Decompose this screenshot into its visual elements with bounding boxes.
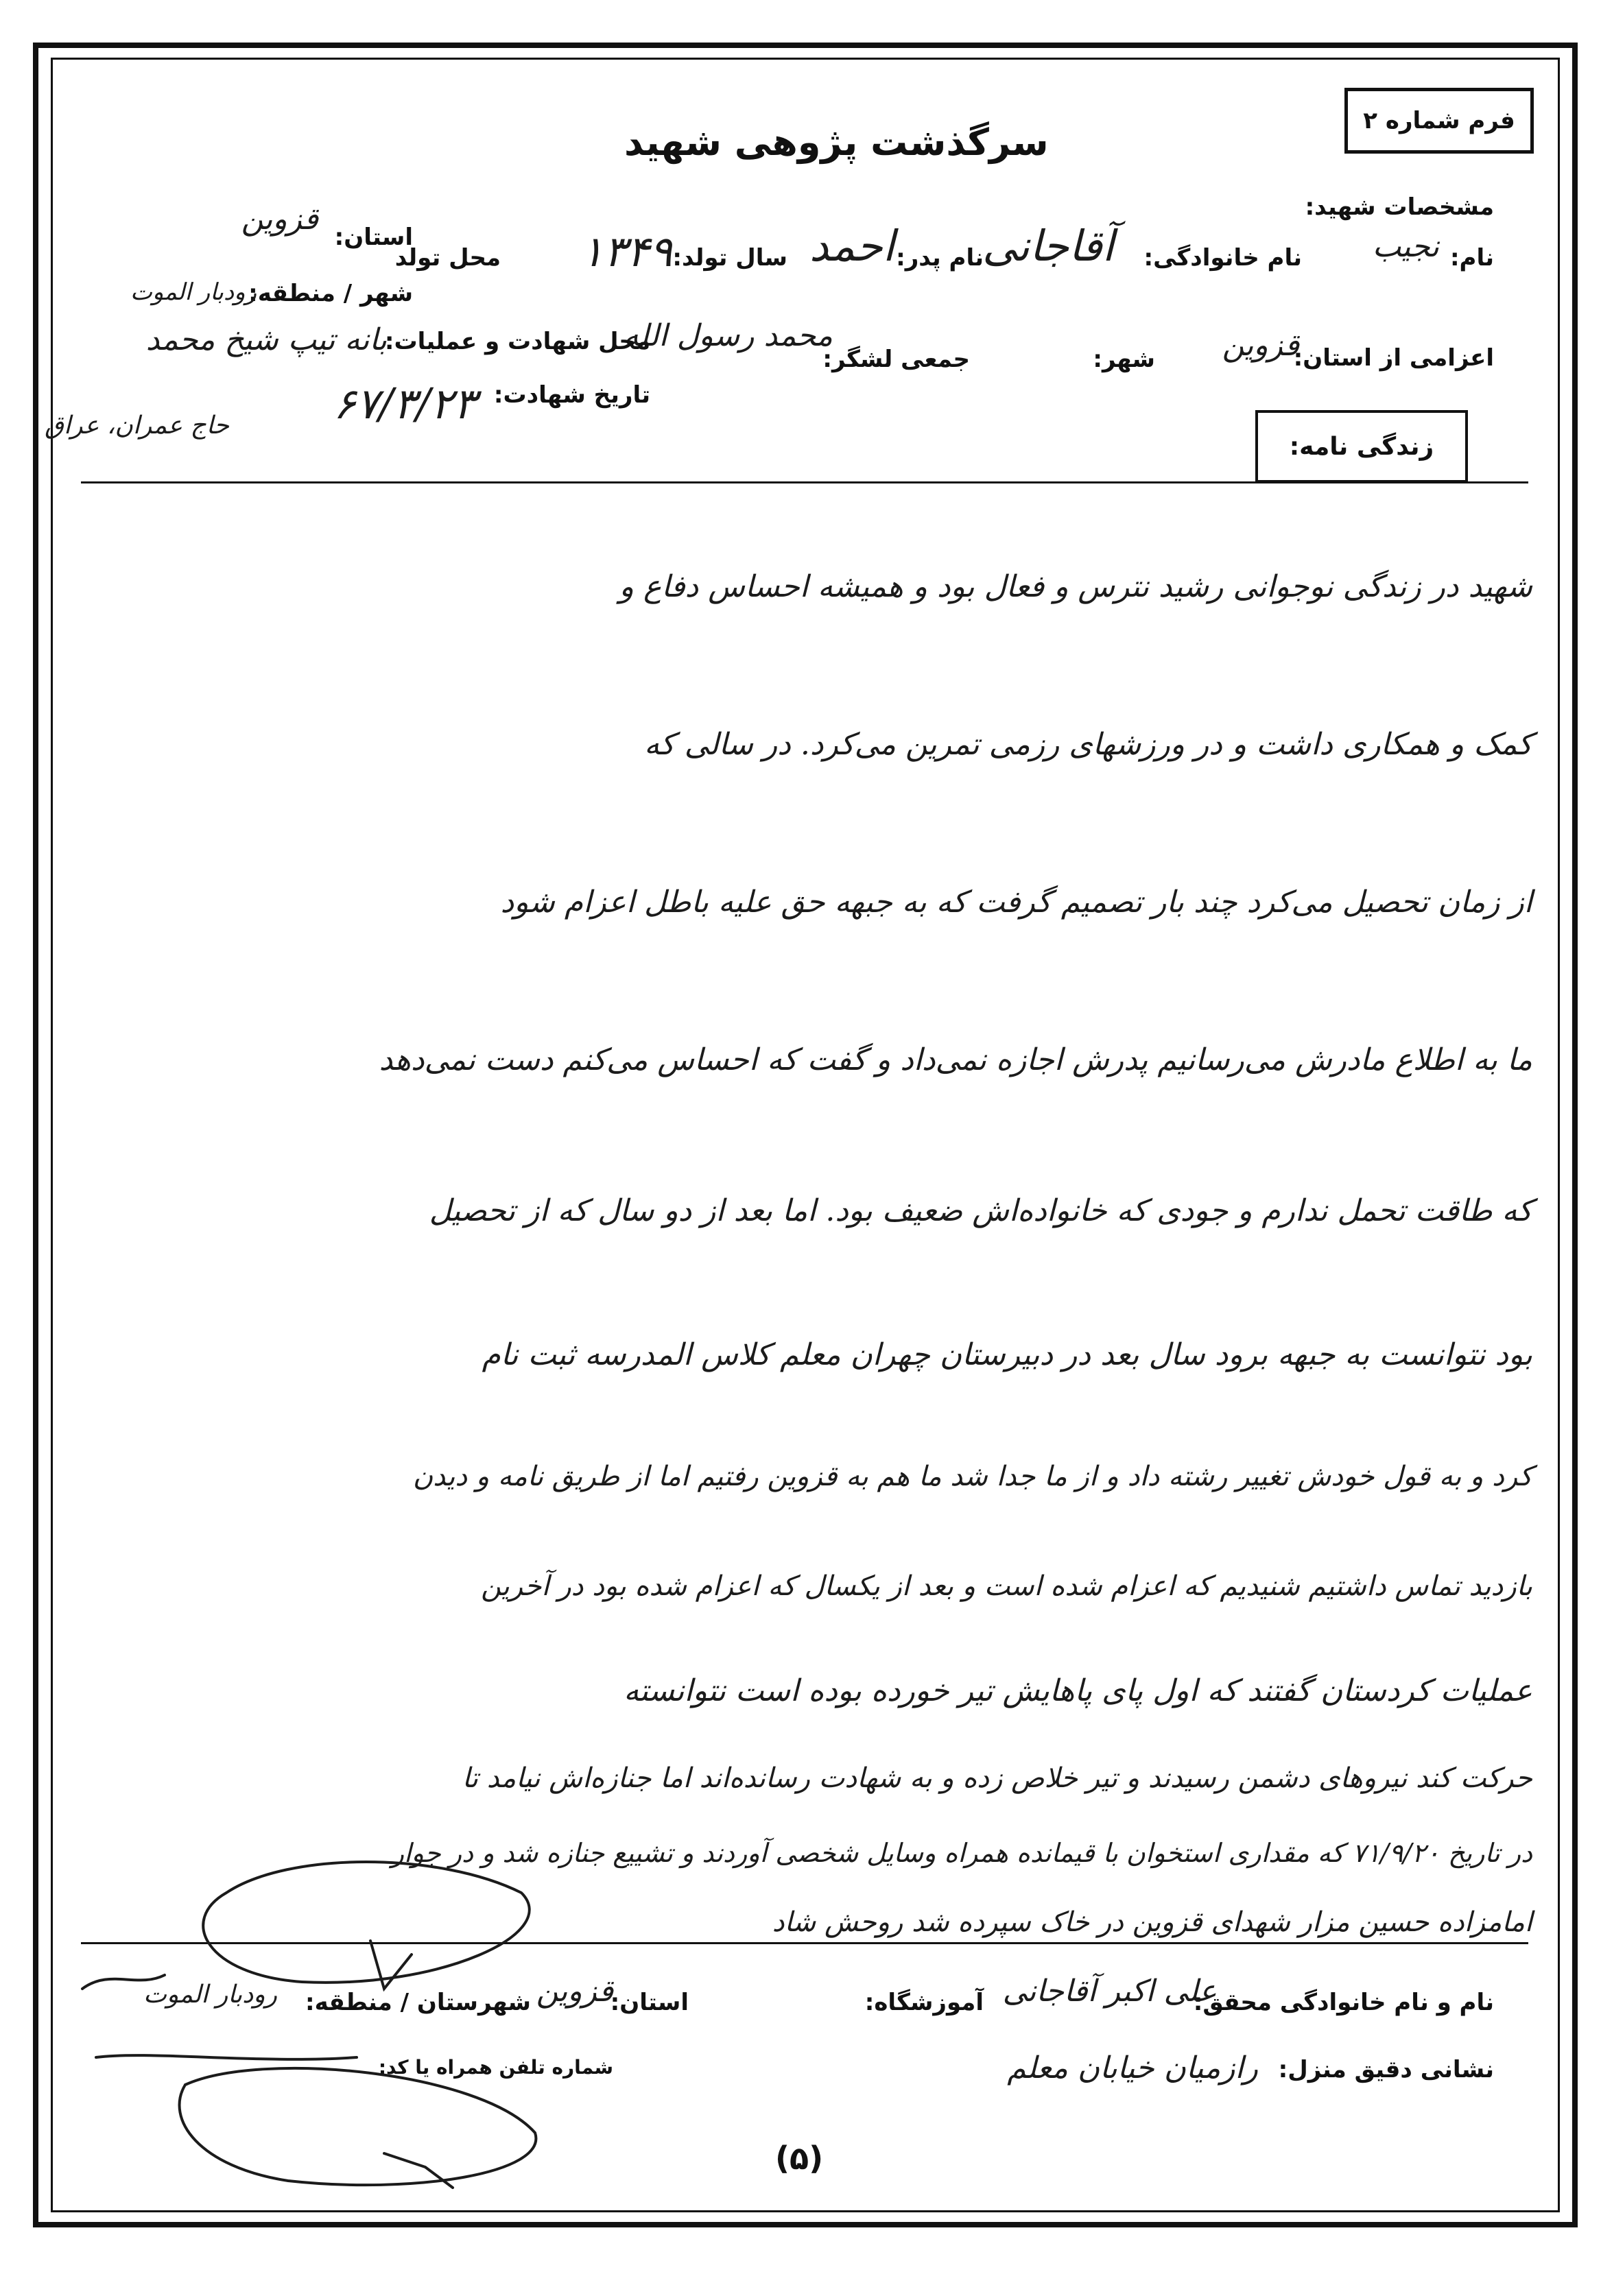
biography-line: که طاقت تحمل ندارم و جودی که خانواده‌اش ضعیف بود. اما بعد از دو سال که از تحصیل: [429, 1193, 1532, 1228]
biography-label: زندگی نامه:: [1255, 410, 1468, 483]
signature-stroke: [203, 1862, 529, 1983]
division-label: جمعی لشگر:: [822, 346, 970, 373]
family-value: آقاجانی: [982, 221, 1114, 271]
province-value: قزوین: [241, 202, 318, 237]
signature-stroke: [370, 1941, 412, 1989]
dispatch-province-value: قزوین: [1222, 328, 1299, 363]
biography-line: بازدید تماس داشتیم شنیدیم که اعزام شده است و بعد از یکسال که اعزام شده بود در آخرین: [481, 1570, 1532, 1602]
martyr-section-label: مشخصات شهید:: [1305, 193, 1494, 221]
martyrdom-date-label: تاریخ شهادت:: [493, 381, 650, 409]
form-title: سرگذشت پژوهی شهید: [624, 121, 1049, 164]
school-label: آموزشگاه:: [864, 1989, 984, 2016]
signature-stroke: [96, 2055, 357, 2059]
biography-line: امامزاده حسین مزار شهدای قزوین در خاک سپرده شد روحش شاد: [772, 1906, 1532, 1938]
biography-line: عملیات کردستان گفتند که اول پای پاهایش تیر خورده بوده است نتوانسته: [624, 1673, 1532, 1708]
signature-stroke: [82, 1975, 165, 1989]
county-value: رودبار الموت: [143, 1981, 277, 2009]
father-label: نام پدر:: [896, 244, 984, 272]
city-label: شهر / منطقه:: [248, 280, 413, 307]
biography-line: شهید در زندگی نوجوانی رشید نترس و فعال بود و همیشه احساس دفاع و: [619, 569, 1532, 604]
researcher-name-label: نام و نام خانوادگی محقق:: [1193, 1989, 1494, 2016]
researcher-province-label: استان:: [610, 1989, 689, 2016]
county-label: شهرستان / منطقه:: [305, 1989, 531, 2016]
birth-year-value: ۱۳۴۹: [580, 226, 672, 276]
dispatch-city-label: شهر:: [1093, 346, 1155, 373]
birthplace-label: محل تولد: [394, 244, 501, 272]
martyrdom-place-extra: حاج عمران، عراق: [45, 411, 229, 440]
martyrdom-place-value: بانه تیپ شیخ محمد: [145, 322, 387, 357]
martyrdom-date-value: ۶۷/۳/۲۳: [333, 379, 476, 429]
signature-stroke: [180, 2068, 536, 2185]
phone-label: شماره تلفن همراه یا کد:: [378, 2056, 613, 2079]
page-number: (۵): [775, 2140, 824, 2177]
martyrdom-place-label: محل شهادت و عملیات:: [384, 328, 650, 355]
biography-line: بود نتوانست به جبهه برود سال بعد در دبیرستان چهران معلم کلاس المدرسه ثبت نام: [482, 1337, 1532, 1372]
address-value: رازمیان خیابان معلم: [1007, 2050, 1258, 2085]
researcher-name-value: علی اکبر آقاجانی: [1002, 1974, 1217, 2009]
biography-line: در تاریخ ۷۱/۹/۲۰ که مقداری استخوان با قیمانده همراه وسایل شخصی آوردند و تشییع جنازه شد و در جوار: [391, 1838, 1532, 1868]
address-label: نشانی دقیق منزل:: [1278, 2056, 1494, 2083]
biography-line: از زمان تحصیل می‌کرد چند بار تصمیم گرفت که به جبهه حق علیه باطل اعزام شود: [500, 885, 1532, 920]
birth-year-label: سال تولد:: [672, 244, 787, 272]
form-number-badge: فرم شماره ۲: [1344, 88, 1534, 154]
division-value: محمد رسول الله: [623, 318, 833, 353]
family-label: نام خانوادگی:: [1143, 244, 1302, 272]
biography-line: حرکت کند نیروهای دشمن رسیدند و تیر خلاص زده و به شهادت رسانده‌اند اما جنازه‌اش نیامد تا: [462, 1762, 1532, 1794]
biography-line: ما به اطلاع مادرش می‌رسانیم پدرش اجازه نمی‌داد و گفت که احساس می‌کنم دست نمی‌دهد: [379, 1042, 1532, 1077]
dispatch-province-label: اعزامی از استان:: [1293, 344, 1494, 372]
city-value: رودبار الموت: [130, 278, 257, 306]
name-value: نجیب: [1372, 229, 1439, 264]
name-label: نام:: [1449, 244, 1494, 272]
researcher-province-value: قزوین: [536, 1974, 613, 2009]
province-label: استان:: [334, 224, 413, 251]
biography-line: کرد و به قول خودش تغییر رشته داد و از ما جدا شد ما هم به قزوین رفتیم اما از طریق نامه و دیدن: [412, 1461, 1532, 1492]
biography-line: کمک و همکاری داشت و در ورزشهای رزمی تمرین می‌کرد. در سالی که: [644, 727, 1532, 762]
father-value: احمد: [809, 221, 894, 271]
